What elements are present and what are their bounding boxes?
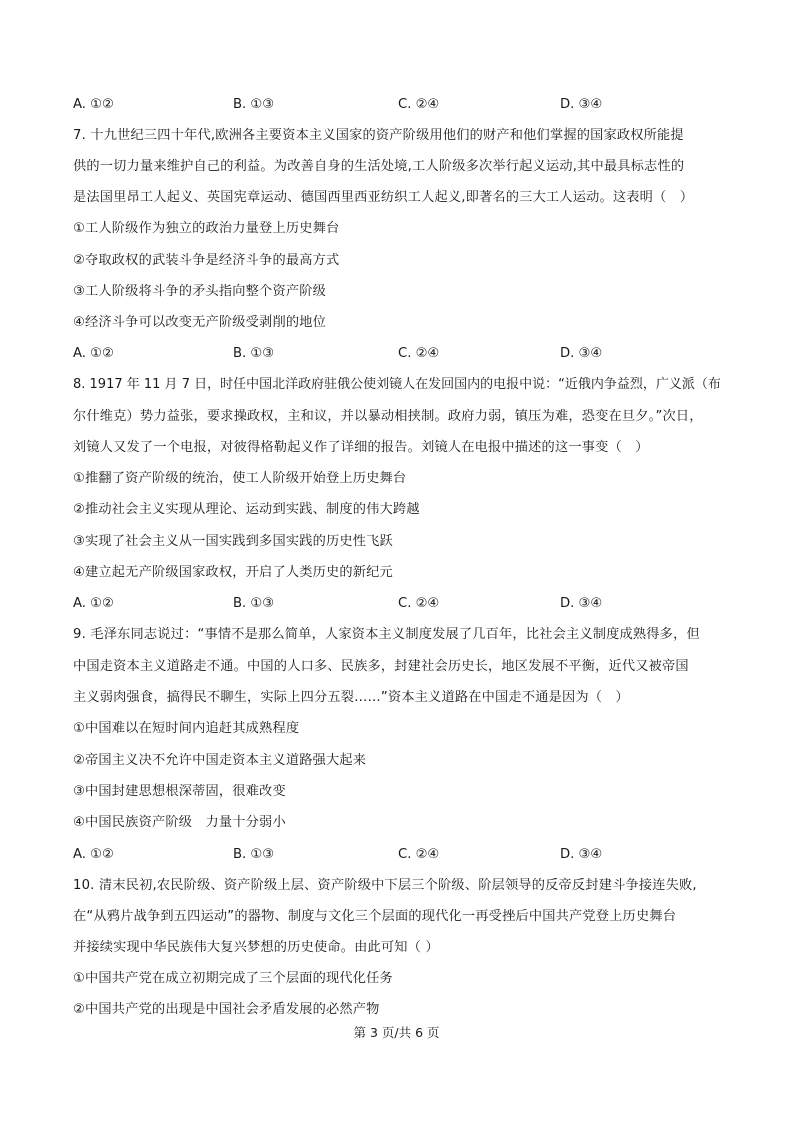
- q9-stem-line-1: 9. 毛泽东同志说过：“事情不是那么简单，人家资本主义制度发展了几百年，比社会主义制度成熟得多，但: [73, 627, 700, 642]
- option-d: D. ③④: [560, 596, 603, 611]
- q7-options: [73, 345, 723, 363]
- option-a: A. ①②: [73, 97, 114, 112]
- q10-stem-line-1: 10. 清末民初,农民阶级、资产阶级上层、资产阶级中下层三个阶级、阶层领导的反帝反封建斗争接连失败,: [73, 878, 697, 893]
- option-d: D. ③④: [560, 97, 603, 112]
- q8-stem-line-3: 刘镜人又发了一个电报，对彼得格勒起义作了详细的报告。刘镜人在电报中描述的这一事变（ ）: [73, 440, 649, 455]
- q9-stem-line-3: 主义弱肉强食，搞得民不聊生，实际上四分五裂……”资本主义道路在中国走不通是因为（ ）: [73, 690, 629, 705]
- q8-statement-2: ②推动社会主义实现从理论、运动到实践、制度的伟大跨越: [73, 502, 420, 517]
- option-b: B. ①③: [233, 97, 275, 112]
- q9-options: [73, 846, 723, 864]
- q8-stem-line-2: 尔什维克）势力益张，要求操政权，主和议，并以暴动相挟制。政府力弱，镇压为难，恐变在旦夕。”次日，: [73, 409, 703, 424]
- option-a: A. ①②: [73, 847, 114, 862]
- q9-statement-4: ④中国民族资产阶级 力量十分弱小: [73, 815, 286, 830]
- q7-stem-line-1: 7. 十九世纪三四十年代,欧洲各主要资本主义国家的资产阶级用他们的财产和他们掌握的国家政权所能提: [73, 128, 684, 143]
- q10-stem-line-3: 并接续实现中华民族伟大复兴梦想的历史使命。由此可知（ ）: [73, 940, 439, 955]
- q10-statement-2: ②中国共产党的出现是中国社会矛盾发展的必然产物: [73, 1002, 380, 1017]
- q8-options: [73, 595, 723, 613]
- q8-statement-4: ④建立起无产阶级国家政权，开启了人类历史的新纪元: [73, 565, 393, 580]
- option-c: C. ②④: [398, 596, 440, 611]
- option-c: C. ②④: [398, 97, 440, 112]
- option-c: C. ②④: [398, 847, 440, 862]
- option-d: D. ③④: [560, 847, 603, 862]
- q9-statement-3: ③中国封建思想根深蒂固，很难改变: [73, 784, 286, 799]
- option-b: B. ①③: [233, 847, 275, 862]
- q7-stem-line-2: 供的一切力量来维护自己的利益。为改善自身的生活处境,工人阶级多次举行起义运动,其中最具标志性的: [73, 159, 685, 174]
- q8-stem-line-1: 8. 1917 年 11 月 7 日，时任中国北洋政府驻俄公使刘镜人在发回国内的电报中说：“近俄内争益烈，广义派（布: [73, 377, 721, 392]
- q7-statement-4: ④经济斗争可以改变无产阶级受剥削的地位: [73, 315, 326, 330]
- q10-stem-line-2: 在“从鸦片战争到五四运动”的器物、制度与文化三个层面的现代化一再受挫后中国共产党登上历史舞台: [73, 909, 677, 924]
- q6-options: [73, 96, 723, 114]
- q10-statement-1: ①中国共产党在成立初期完成了三个层面的现代化任务: [73, 971, 393, 986]
- q7-statement-3: ③工人阶级将斗争的矛头指向整个资产阶级: [73, 284, 326, 299]
- option-a: A. ①②: [73, 346, 114, 361]
- q7-statement-1: ①工人阶级作为独立的政治力量登上历史舞台: [73, 221, 340, 236]
- option-b: B. ①③: [233, 346, 275, 361]
- q9-stem-line-2: 中国走资本主义道路走不通。中国的人口多、民族多，封建社会历史长，地区发展不平衡，近代又被帝国: [73, 659, 689, 674]
- page-number: 第 3 页/共 6 页: [353, 1025, 440, 1040]
- q7-stem-line-3: 是法国里昂工人起义、英国宪章运动、德国西里西亚纺织工人起义,即著名的三大工人运动。这表明（ ）: [73, 190, 694, 205]
- q7-statement-2: ②夺取政权的武装斗争是经济斗争的最高方式: [73, 253, 340, 268]
- option-c: C. ②④: [398, 346, 440, 361]
- option-d: D. ③④: [560, 346, 603, 361]
- option-a: A. ①②: [73, 596, 114, 611]
- q8-statement-3: ③实现了社会主义从一国实践到多国实践的历史性飞跃: [73, 534, 393, 549]
- q9-statement-1: ①中国难以在短时间内追赶其成熟程度: [73, 721, 300, 736]
- option-b: B. ①③: [233, 596, 275, 611]
- q9-statement-2: ②帝国主义决不允许中国走资本主义道路强大起来: [73, 753, 367, 768]
- q8-statement-1: ①推翻了资产阶级的统治，使工人阶级开始登上历史舞台: [73, 471, 407, 486]
